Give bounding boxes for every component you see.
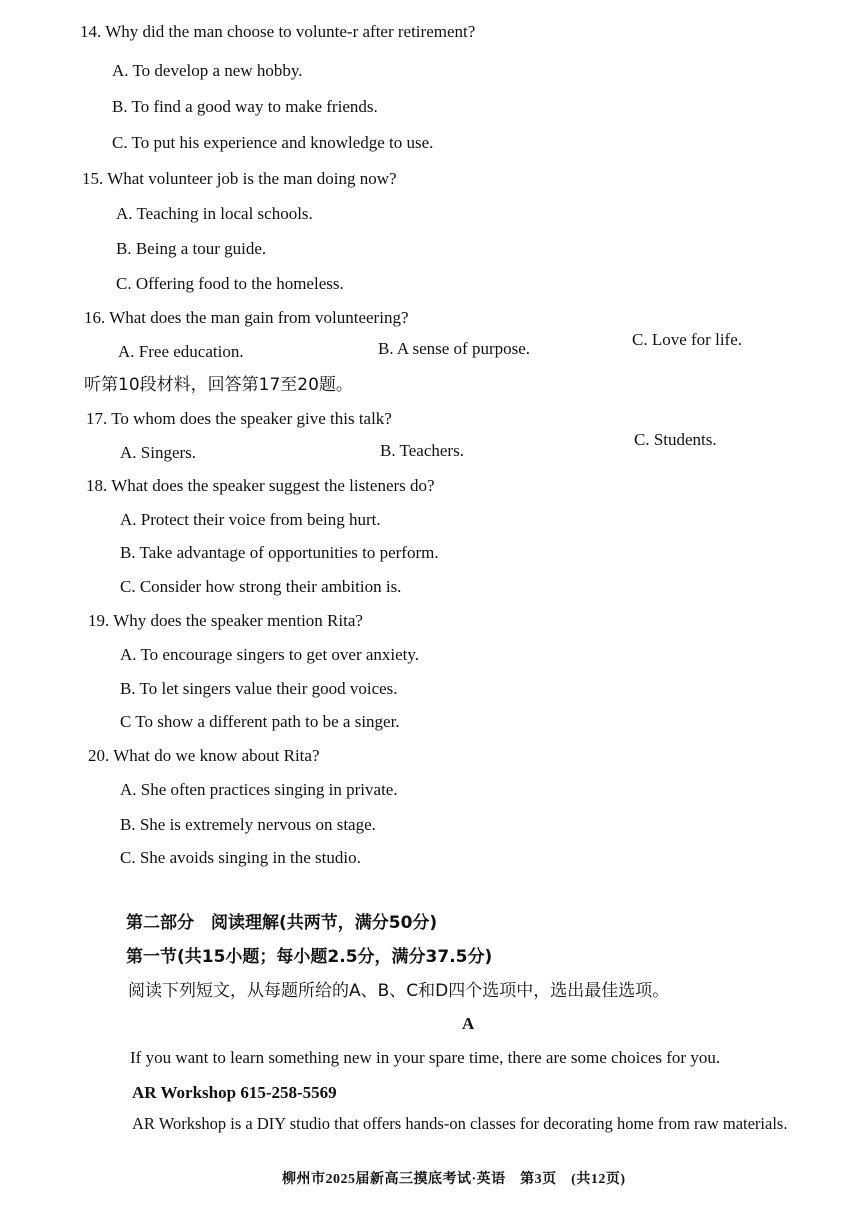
question-17-option-a: A. Singers.	[120, 443, 197, 462]
question-20-option-b: B. She is extremely nervous on stage.	[120, 815, 376, 834]
section-one-heading: 第一节(共15小题；每小题2.5分，满分37.5分)	[126, 947, 493, 967]
question-17-stem: 17. To whom does the speaker give this talk?	[86, 409, 392, 428]
workshop-description: AR Workshop is a DIY studio that offers hands-on classes for decorating home from raw materials.	[132, 1114, 788, 1133]
question-18-option-a: A. Protect their voice from being hurt.	[120, 510, 381, 529]
question-16-stem: 16. What does the man gain from volunteering?	[84, 308, 409, 327]
passage-label: A	[462, 1014, 475, 1033]
part-two-heading: 第二部分 阅读理解(共两节，满分50分)	[126, 913, 438, 933]
question-20-stem: 20. What do we know about Rita?	[88, 746, 320, 765]
question-16-option-b: B. A sense of purpose.	[378, 339, 531, 358]
question-20-option-a: A. She often practices singing in private.	[120, 780, 398, 799]
question-17-option-b: B. Teachers.	[380, 441, 464, 460]
passage-intro: If you want to learn something new in your spare time, there are some choices for you.	[130, 1048, 721, 1067]
listening-instruction: 听第10段材料，回答第17至20题。	[84, 375, 353, 395]
reading-instruction: 阅读下列短文，从每题所给的A、B、C和D四个选项中，选出最佳选项。	[128, 981, 670, 1001]
question-14-option-b: B. To find a good way to make friends.	[112, 97, 378, 116]
question-18-option-b: B. Take advantage of opportunities to perform.	[120, 543, 439, 562]
question-19-option-b: B. To let singers value their good voices.	[120, 679, 398, 698]
question-15-option-c: C. Offering food to the homeless.	[116, 274, 344, 293]
question-18-stem: 18. What does the speaker suggest the listeners do?	[86, 476, 435, 495]
question-14-option-a: A. To develop a new hobby.	[112, 61, 303, 80]
page-footer: 柳州市2025届新高三摸底考试·英语 第3页 (共12页)	[282, 1172, 626, 1187]
question-15-option-a: A. Teaching in local schools.	[116, 204, 313, 223]
question-19-option-c: C To show a different path to be a singer.	[120, 712, 400, 731]
question-16-option-a: A. Free education.	[118, 342, 244, 361]
question-15-option-b: B. Being a tour guide.	[116, 239, 267, 258]
question-20-option-c: C. She avoids singing in the studio.	[120, 848, 361, 867]
question-14-option-c: C. To put his experience and knowledge to use.	[112, 133, 434, 152]
question-18-option-c: C. Consider how strong their ambition is.	[120, 577, 402, 596]
question-15-stem: 15. What volunteer job is the man doing now?	[82, 169, 397, 188]
question-19-option-a: A. To encourage singers to get over anxiety.	[120, 645, 420, 664]
question-14-stem: 14. Why did the man choose to volunte-r after retirement?	[80, 22, 476, 41]
question-19-stem: 19. Why does the speaker mention Rita?	[88, 611, 363, 630]
question-16-option-c: C. Love for life.	[632, 330, 742, 349]
question-17-option-c: C. Students.	[634, 430, 717, 449]
workshop-title: AR Workshop 615-258-5569	[132, 1083, 337, 1102]
